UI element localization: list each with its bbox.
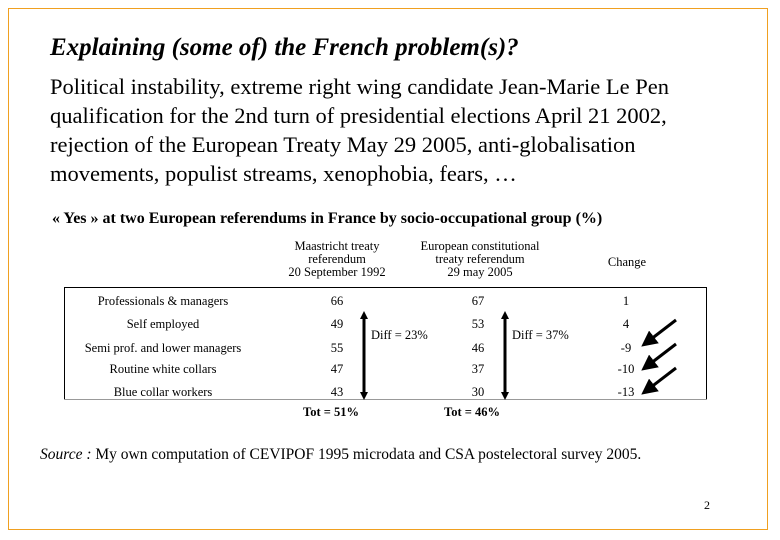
slide-title: Explaining (some of) the French problem(s)?	[50, 34, 519, 61]
source-text: My own computation of CEVIPOF 1995 microdata and CSA postelectoral survey 2005.	[91, 446, 642, 463]
row-group: Semi prof. and lower managers	[84, 341, 242, 355]
row-group: Professionals & managers	[97, 294, 229, 308]
header-line: 20 September 1992	[288, 265, 386, 279]
row-group: Self employed	[126, 317, 200, 331]
intro-line: qualification for the 2nd turn of presidential elections April 21 2002,	[50, 103, 667, 128]
row-constitution: 46	[471, 341, 485, 355]
header-line: referendum	[308, 252, 366, 266]
row-change: 4	[622, 317, 630, 331]
total-2005: Tot = 46%	[444, 405, 500, 419]
row-maastricht: 49	[330, 317, 344, 331]
row-constitution: 37	[471, 362, 485, 376]
row-change: -9	[620, 341, 632, 355]
header-line: European constitutional	[420, 239, 540, 253]
row-constitution: 30	[471, 385, 485, 399]
row-change: 1	[622, 294, 630, 308]
row-change: -10	[617, 362, 635, 376]
diff-label-2005: Diff = 37%	[512, 328, 569, 342]
row-group: Blue collar workers	[113, 385, 213, 399]
page-number: 2	[704, 498, 710, 512]
total-1992: Tot = 51%	[303, 405, 359, 419]
decline-arrow-icon	[646, 368, 676, 391]
row-change: -13	[617, 385, 635, 399]
source-note	[40, 446, 641, 464]
row-maastricht: 55	[330, 341, 344, 355]
source-label: Source :	[40, 446, 92, 463]
header-line: Maastricht treaty	[294, 239, 380, 253]
intro-line: movements, populist streams, xenophobia, fears, …	[50, 161, 517, 186]
intro-line: rejection of the European Treaty May 29 2005, anti-globalisation	[50, 132, 636, 157]
row-maastricht: 47	[330, 362, 344, 376]
row-constitution: 53	[471, 317, 485, 331]
header-line: 29 may 2005	[447, 265, 513, 279]
decline-arrow-icon	[646, 320, 676, 343]
row-maastricht: 66	[330, 294, 344, 308]
intro-line: Political instability, extreme right wing candidate Jean-Marie Le Pen	[50, 74, 669, 99]
header-line: treaty referendum	[435, 252, 525, 266]
decline-arrow-icon	[646, 344, 676, 367]
diff-label-1992: Diff = 23%	[371, 328, 428, 342]
row-constitution: 67	[471, 294, 485, 308]
row-group: Routine white collars	[109, 362, 217, 376]
header-change: Change	[607, 255, 647, 269]
table-subtitle: « Yes » at two European referendums in France by socio-occupational group (%)	[52, 210, 603, 227]
row-maastricht: 43	[330, 385, 344, 399]
